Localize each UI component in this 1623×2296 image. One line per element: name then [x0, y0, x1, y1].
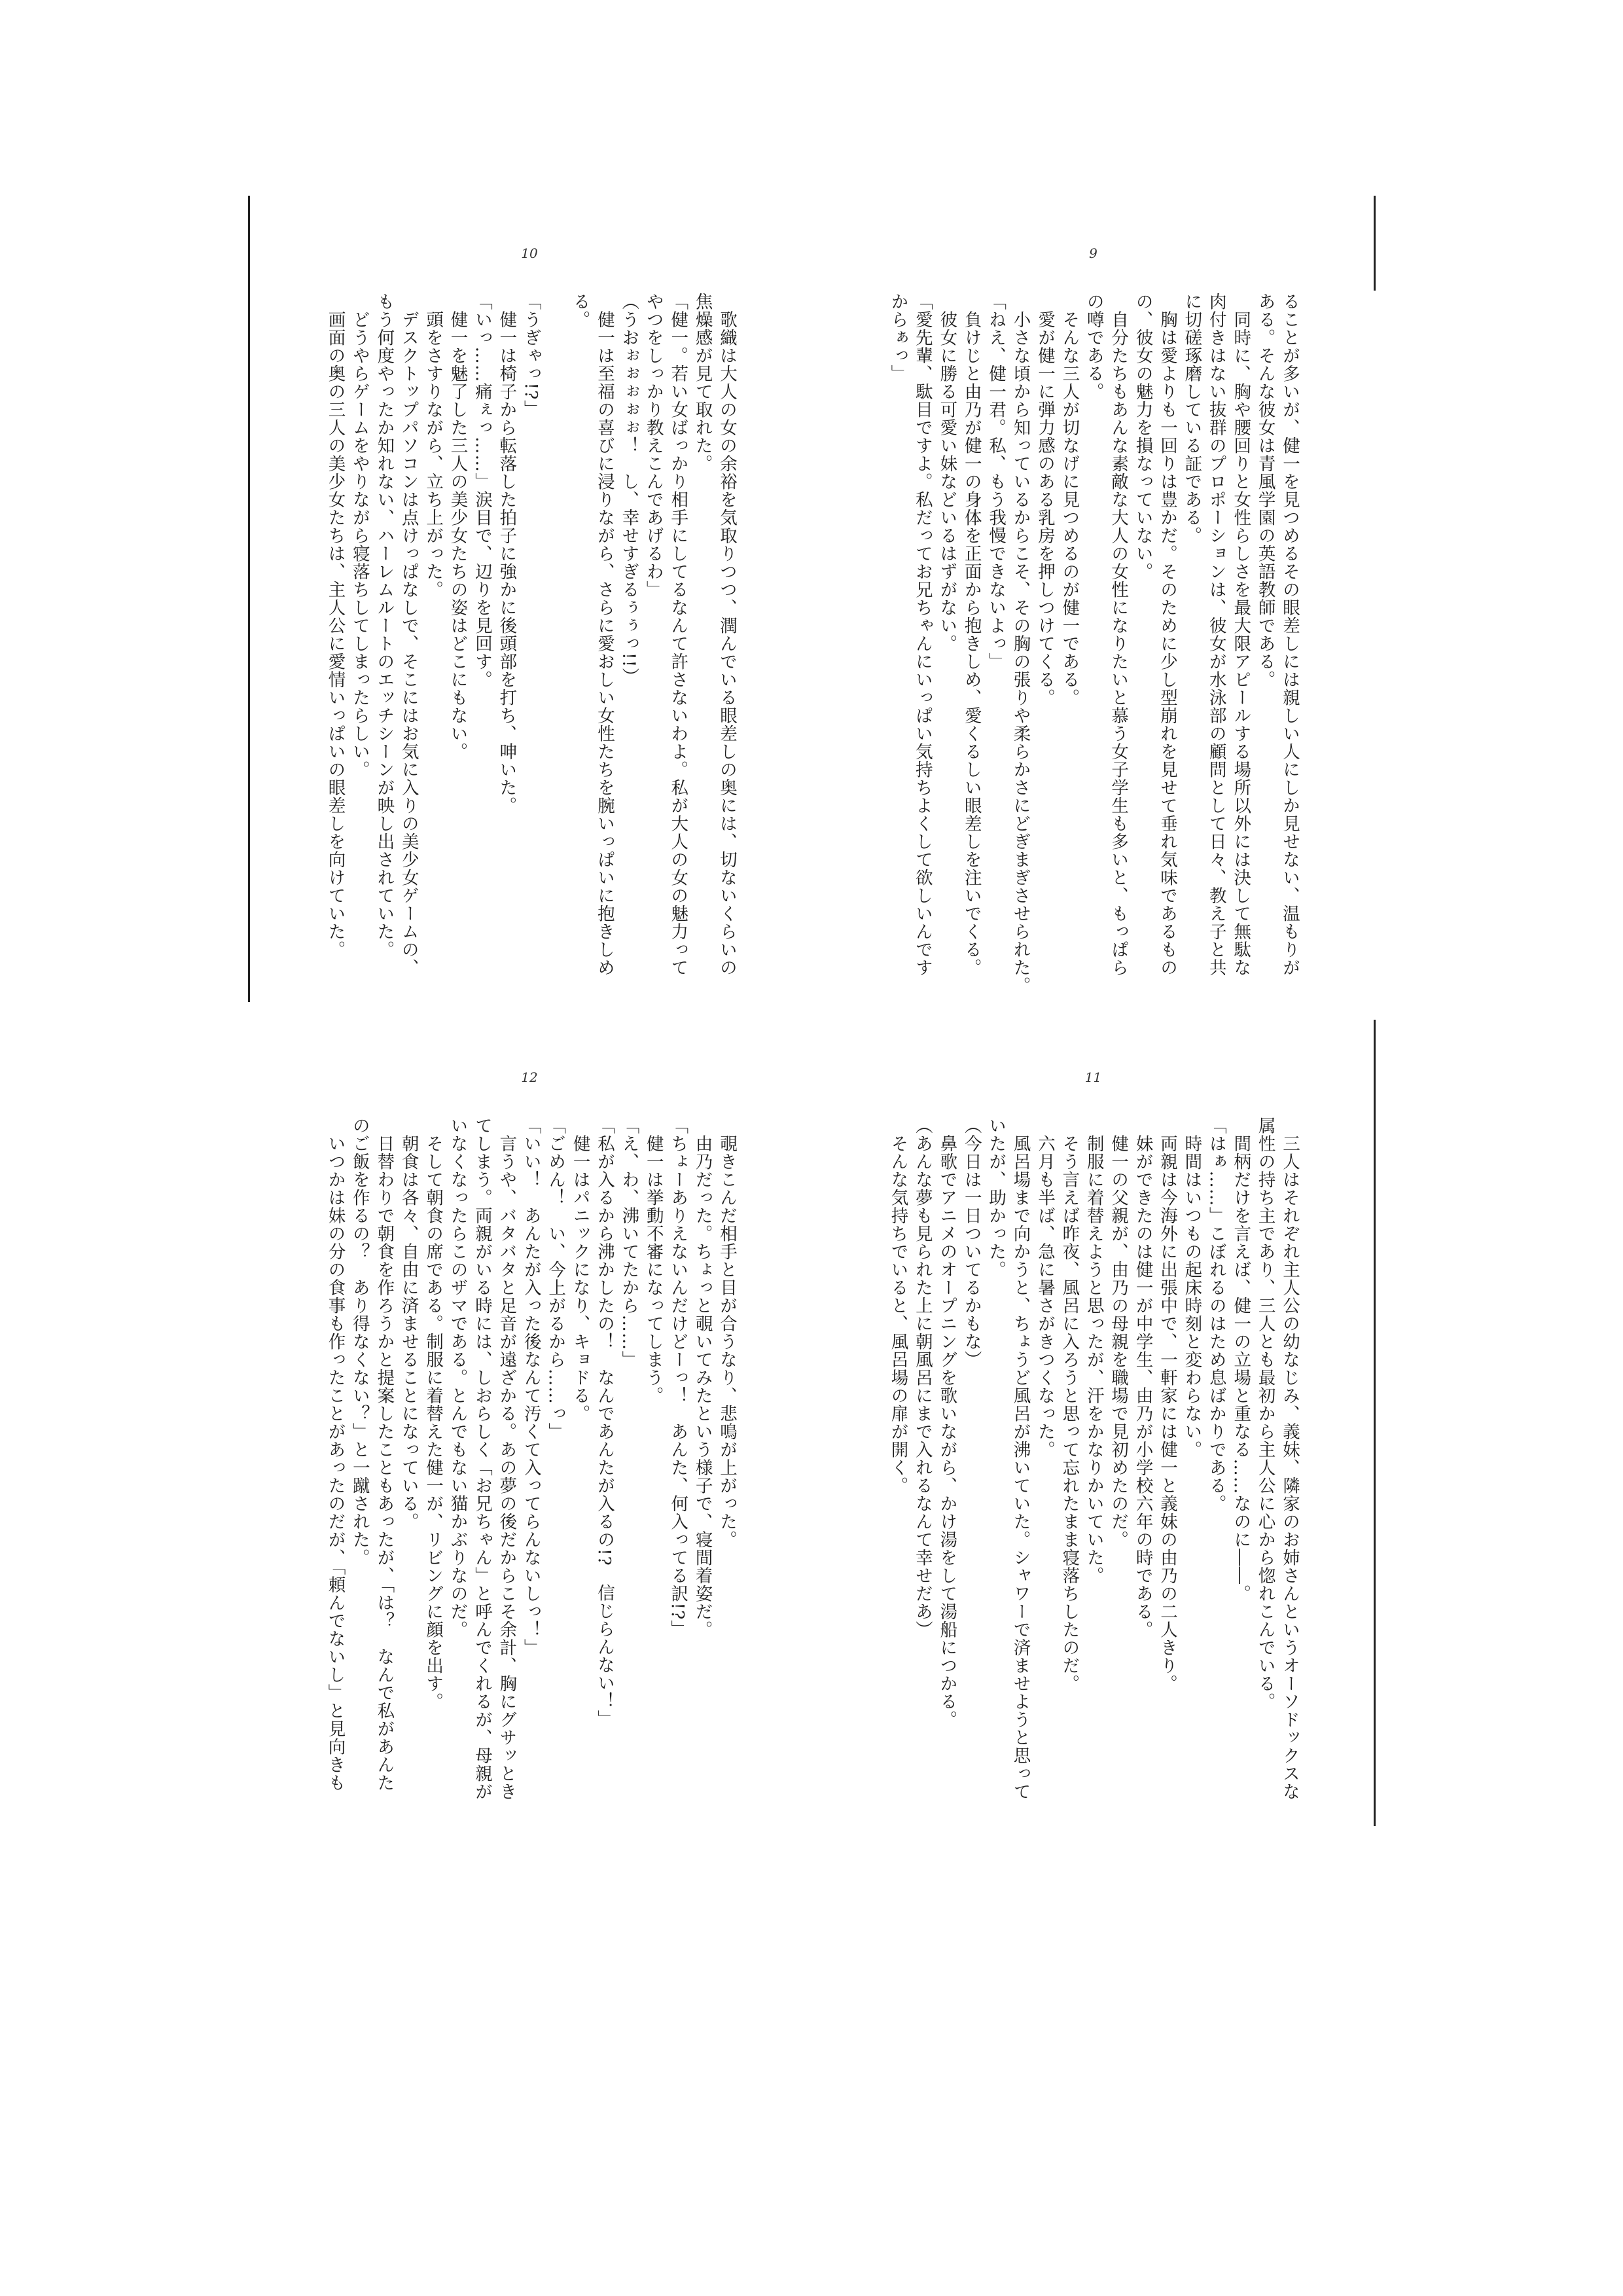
page-12 [248, 1020, 811, 1826]
text-line: からぁっ」 [887, 293, 908, 383]
page-body [883, 1117, 1302, 1810]
text-line: 制服に着替えようと思ったが、汗をかなりかいていた。 [1083, 1117, 1104, 1585]
text-line: いつかは妹の分の食事も作ったことがあったのだが、「頼んでないし」と見向きも [325, 1117, 346, 1792]
text-line: 朝食は各々、自由に済ませることになっている。 [398, 1117, 419, 1531]
text-line: 「ごめん！ い、今上がるから……っ」 [545, 1117, 566, 1441]
text-line: 健一は挙動不審になってしまう。 [643, 1117, 664, 1405]
text-line: 時間はいつもの起床時刻と変わらない。 [1181, 1117, 1202, 1459]
text-line: 三人はそれぞれ主人公の幼なじみ、義妹、隣家のお姉さんというオーソドックスな [1279, 1117, 1300, 1801]
text-line: そう言えば昨夜、風呂に入ろうと思って忘れたまま寝落ちしたのだ。 [1059, 1117, 1080, 1693]
text-line: そんな気持ちでいると、風呂場の扉が開く。 [887, 1117, 908, 1495]
text-line: の、彼女の魅力を損なっていない。 [1132, 293, 1153, 581]
text-line: 日替わりで朝食を作ろうかと提案したこともあったが、「は？ なんで私があんた [374, 1117, 395, 1792]
page-number: 10 [521, 245, 538, 261]
text-line: 頭をさすりながら、立ち上がった。 [423, 293, 444, 599]
text-line: ある。そんな彼女は青風学園の英語教師である。 [1255, 293, 1275, 689]
text-line: （うおぉぉぉぉぉ！ し、幸せすぎるぅぅっ!!） [618, 293, 639, 686]
page-number: 9 [1089, 245, 1097, 261]
text-line: 自分たちもあんな素敵な大人の女性になりたいと慕う女子学生も多いと、もっぱら [1108, 293, 1129, 977]
text-line: もう何度やったか知れない、ハーレムルートのエッチシーンが映し出されていた。 [374, 293, 395, 959]
text-line: 「うぎゃっ!?」 [520, 293, 541, 418]
text-line: 歌織は大人の女の余裕を気取りつつ、潤んでいる眼差しの奥には、切ないくらいの [717, 293, 737, 977]
text-line: 由乃だった。ちょっと覗いてみたという様子で、寝間着姿だ。 [692, 1117, 713, 1639]
text-line: 小さな頃から知っているからこそ、その胸の張りや柔らかさにどぎまぎさせられた。 [1010, 293, 1031, 995]
text-line: 「ちょーありえないんだけどーっ！ あんた、何入ってる訳!?」 [668, 1117, 688, 1638]
text-line: 愛が健一に弾力感のある乳房を押しつけてくる。 [1034, 293, 1055, 707]
text-line: （あんな夢も見られた上に朝風呂にまで入れるなんて幸せだあ） [912, 1117, 933, 1639]
text-line: 健一は椅子から転落した拍子に強かに後頭部を打ち、呻いた。 [496, 293, 517, 815]
text-line: 「私が入るから沸かしたの！ なんであんたが入るの!? 信じらんない！」 [594, 1117, 615, 1729]
text-line: 妹ができたのは健一が中学生、由乃が小学校六年の時である。 [1132, 1117, 1153, 1639]
text-line: 覗きこんだ相手と目が合うなり、悲鳴が上がった。 [717, 1117, 737, 1549]
text-line: そんな三人が切なげに見つめるのが健一である。 [1059, 293, 1080, 707]
text-line: 「愛先輩、駄目ですよ。私だってお兄ちゃんにいっぱい気持ちよくして欲しいんです [912, 293, 933, 977]
spread-pages-9-10 [248, 196, 1376, 1002]
text-line: 健一は至福の喜びに浸りながら、さらに愛おしい女性たちを腕いっぱいに抱きしめ [594, 293, 615, 977]
text-line: 言うや、バタバタと足音が遠ざかる。あの夢の後だからこそ余計、胸にグサッとき [496, 1117, 517, 1801]
text-line: てしまう。両親がいる時には、しおらしく「お兄ちゃん」と呼んでくれるが、母親が [471, 1117, 492, 1801]
spread-pages-11-12 [248, 1020, 1376, 1826]
text-line: に切磋琢磨している証である。 [1181, 293, 1202, 545]
text-line: 「いい！ あんたが入った後なんて汚くて入ってらんないしっ！」 [520, 1117, 541, 1657]
text-line: の噂である。 [1083, 293, 1104, 401]
text-line: デスクトップパソコンは点けっぱなしで、そこにはお気に入りの美少女ゲームの、 [398, 293, 419, 977]
text-line: いなくなったらこのザマである。とんでもない猫かぶりなのだ。 [447, 1117, 468, 1639]
page-body [320, 293, 739, 986]
text-line: 「ねえ、健一君。私、もう我慢できないよっ」 [986, 293, 1007, 671]
text-line: どうやらゲームをやりながら寝落ちしてしまったらしい。 [349, 293, 370, 779]
page-11 [811, 1020, 1376, 1826]
page-10 [248, 196, 811, 1002]
text-line: 鼻歌でアニメのオープニングを歌いながら、かけ湯をして湯船につかる。 [936, 1117, 957, 1729]
page-number: 11 [1084, 1069, 1102, 1085]
text-line: 両親は今海外に出張中で、一軒家には健一と義妹の由乃の二人きり。 [1156, 1117, 1177, 1693]
text-line: 六月も半ば、急に暑さがきつくなった。 [1034, 1117, 1055, 1459]
text-line [543, 293, 567, 986]
text-line: 肉付きはない抜群のプロポーションは、彼女が水泳部の顧問として日々、教え子と共 [1205, 293, 1226, 977]
text-line: 健一はパニックになり、キョドる。 [569, 1117, 590, 1423]
text-line: る。 [569, 293, 590, 329]
text-line: 間柄だけを言えば、健一の立場と重なる……なのに――。 [1230, 1117, 1251, 1603]
text-line: やつをしっかり教えこんであげるわ」 [643, 293, 664, 599]
text-line: 健一を魅了した三人の美少女たちの姿はどこにもない。 [447, 293, 468, 761]
text-line: （今日は一日ついてるかもな） [961, 1117, 982, 1369]
text-line: 負けじと由乃が健一の身体を正面から抱きしめ、愛くるしい眼差しを注いでくる。 [961, 293, 982, 977]
text-line: 属性の持ち主であり、三人とも最初から主人公に心から惚れこんでいる。 [1255, 1117, 1275, 1711]
page-number: 12 [521, 1069, 538, 1085]
text-line: のご飯を作るの？ あり得なくない？」と一蹴された。 [349, 1117, 370, 1567]
page-body [320, 1117, 739, 1810]
text-line: 「健一。若い女ばっかり相手にしてるなんて許さないわよ。私が大人の女の魅力って [668, 293, 688, 977]
page-9 [811, 196, 1376, 1002]
text-line: 風呂場まで向かうと、ちょうど風呂が沸いていた。シャワーで済ませようと思って [1010, 1117, 1031, 1801]
text-line: 「え、わ、沸いてたから……」 [618, 1117, 639, 1369]
text-line: 「いっ……痛ぇっ……」涙目で、辺りを見回す。 [471, 293, 492, 689]
text-line: 健一の父親が、由乃の母親を職場で見初めたのだ。 [1108, 1117, 1129, 1549]
text-line: 焦燥感が見て取れた。 [692, 293, 713, 473]
text-line: 画面の奥の三人の美少女たちは、主人公に愛情いっぱいの眼差しを向けていた。 [325, 293, 346, 959]
text-line: 胸は愛よりも一回りは豊かだ。そのために少し型崩れを見せて垂れ気味であるもの [1156, 293, 1177, 977]
text-line: 同時に、胸や腰回りと女性らしさを最大限アピールする場所以外には決して無駄な [1230, 293, 1251, 977]
text-line: そして朝食の席である。制服に着替えた健一が、リビングに顔を出す。 [423, 1117, 444, 1711]
text-line: 彼女に勝る可愛い妹などいるはずがない。 [936, 293, 957, 653]
page-body [883, 293, 1302, 995]
text-line: ることが多いが、健一を見つめるその眼差しには親しい人にしか見せない、温もりが [1279, 293, 1300, 977]
text-line: 「はぁ……」こぼれるのはため息ばかりである。 [1205, 1117, 1226, 1513]
text-line: いたが、助かった。 [986, 1117, 1007, 1279]
